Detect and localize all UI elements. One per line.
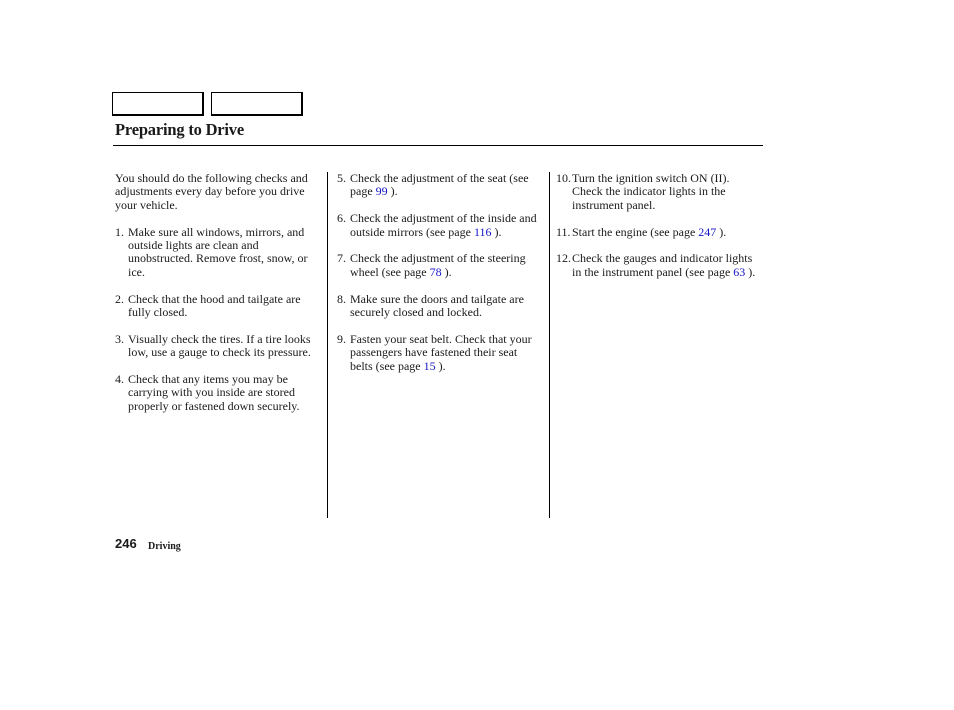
- list-item-8: [337, 293, 537, 320]
- item-text: [350, 252, 537, 279]
- item-text-pre: Check the gauges and indicator lights in the instrument panel (see page: [572, 251, 753, 279]
- item-text-pre: Check the adjustment of the steering wheel (see page: [350, 251, 526, 279]
- title-divider: [113, 145, 763, 146]
- column-2: [337, 172, 537, 386]
- item-number: 5.: [337, 171, 346, 185]
- page-link-99[interactable]: 99: [375, 184, 388, 199]
- page-link-78[interactable]: 78: [429, 264, 442, 279]
- page-link-63[interactable]: 63: [733, 264, 746, 279]
- item-text-post: ).: [745, 264, 756, 279]
- list-item-2: [115, 293, 321, 320]
- item-number: 9.: [337, 331, 346, 346]
- list-item-7: [337, 252, 537, 279]
- item-text-post: ).: [716, 224, 727, 239]
- item-text: Turn the ignition switch ON (II). Check the indicator lights in the instrument panel.: [572, 171, 730, 212]
- item-text: Check that any items you may be carrying with you inside are stored properly or fastened down securely.: [128, 372, 300, 413]
- page-link-247[interactable]: 247: [698, 224, 717, 239]
- item-text-pre: Start the engine (see page: [572, 224, 699, 239]
- item-text: [572, 252, 762, 279]
- page-link-15[interactable]: 15: [423, 358, 436, 373]
- item-text: [350, 172, 537, 199]
- item-text: Make sure the doors and tailgate are securely closed and locked.: [350, 291, 524, 320]
- list-item-12: [556, 252, 762, 279]
- section-label: Driving: [148, 541, 181, 552]
- item-number: 3.: [115, 331, 124, 346]
- item-text: Check that the hood and tailgate are fully closed.: [128, 291, 301, 320]
- intro-paragraph: You should do the following checks and adjustments every day before you drive your vehicle.: [115, 171, 308, 212]
- item-number: 10.: [556, 171, 571, 185]
- list-item-3: [115, 333, 321, 360]
- list-item-9: [337, 333, 537, 373]
- item-text-post: ).: [435, 358, 446, 373]
- item-text: Visually check the tires. If a tire looks low, use a gauge to check its pressure.: [128, 331, 311, 360]
- column-divider-2: [549, 172, 550, 518]
- item-text-pre: Fasten your seat belt. Check that your passengers have fastened their seat belts (see page: [350, 331, 532, 373]
- item-number: 12.: [556, 251, 571, 266]
- item-number: 7.: [337, 251, 346, 266]
- page-number: 246: [115, 536, 137, 551]
- nav-tab-box-2[interactable]: [211, 92, 303, 116]
- item-text: [572, 226, 762, 239]
- list-item-6: [337, 212, 537, 239]
- item-number: 11.: [556, 224, 571, 239]
- list-item-5: [337, 172, 537, 199]
- item-text-pre: Check the adjustment of the seat (see page: [350, 171, 529, 199]
- item-text-post: ).: [491, 224, 502, 239]
- column-divider-1: [327, 172, 328, 518]
- item-number: 4.: [115, 372, 124, 387]
- list-item-11: [556, 226, 762, 239]
- nav-tab-box-1[interactable]: [112, 92, 204, 116]
- item-number: 6.: [337, 211, 346, 226]
- list-item-1: [115, 226, 321, 280]
- column-1: [115, 172, 321, 427]
- item-text-post: ).: [441, 264, 452, 279]
- list-item-4: [115, 373, 321, 413]
- item-number: 8.: [337, 291, 346, 306]
- column-3: [556, 172, 762, 293]
- item-text: Make sure all windows, mirrors, and outside lights are clean and unobstructed. Remove frost, snow, or ice.: [128, 224, 308, 279]
- item-number: 2.: [115, 291, 124, 306]
- item-text-pre: Check the adjustment of the inside and outside mirrors (see page: [350, 211, 537, 239]
- item-text-post: ).: [387, 184, 398, 199]
- item-text: [350, 212, 537, 239]
- item-text: [350, 333, 537, 373]
- page-link-116[interactable]: 116: [473, 224, 492, 239]
- page-title: Preparing to Drive: [115, 120, 244, 139]
- item-number: 1.: [115, 224, 124, 239]
- list-item-10: [556, 172, 762, 212]
